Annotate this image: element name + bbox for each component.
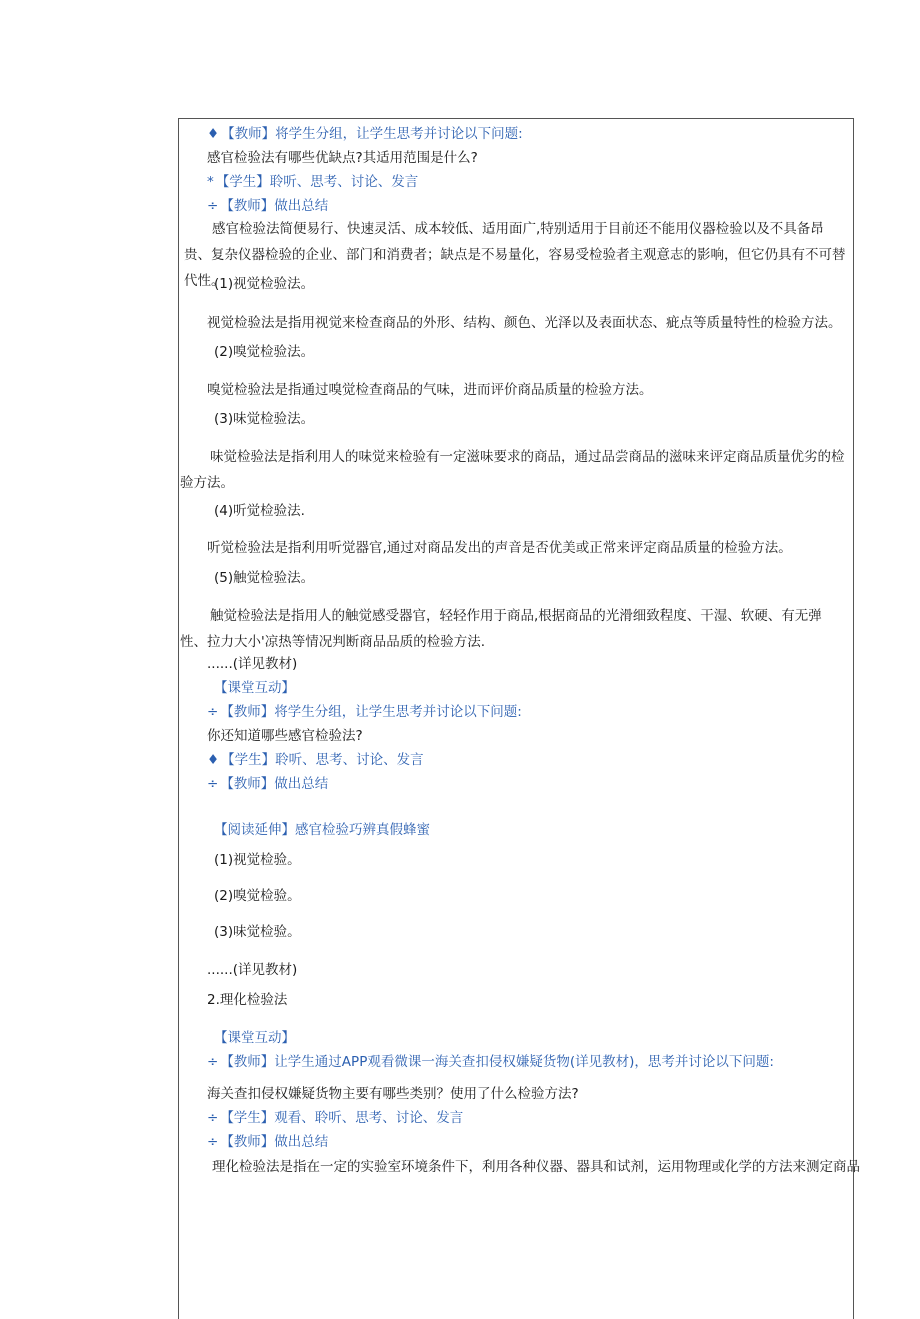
teacher-prompt-2: ÷ 【教师】将学生分组，让学生思考并讨论以下问题: [207, 704, 522, 720]
student-activity-3: ÷ 【学生】观看、聆听、思考、讨论、发言 [207, 1110, 464, 1126]
honey-visual-check: (1)视觉检验。 [214, 852, 301, 868]
question-2: 你还知道哪些感官检验法? [207, 728, 363, 744]
summary-paragraph: 感官检验法简便易行、快速灵活、成本较低、适用面广,特别适用于目前还不能用仪器检验以及不具备昂贵、复杂仪器检验的企业、部门和消费者；缺点是不易量化，容易受检验者主观意志的影响，但它仍具有不可替代性。 [184, 221, 846, 289]
classroom-interaction-2: 【课堂互动】 [214, 1030, 295, 1046]
teacher-summary-1: ÷ 【教师】做出总结 [207, 198, 329, 214]
classroom-interaction-1: 【课堂互动】 [214, 680, 295, 696]
question-3: 海关查扣侵权嫌疑货物主要有哪些类别？使用了什么检验方法? [207, 1086, 579, 1102]
honey-taste-check: (3)味觉检验。 [214, 924, 301, 940]
touch-method-desc: 触觉检验法是指用人的触觉感受器官，轻轻作用于商品,根据商品的光滑细致程度、干湿、软硬、有无弹性、拉力大小'凉热等情况判断商品品质的检验方法. [180, 608, 822, 650]
hearing-method-desc: 听觉检验法是指利用听觉器官,通过对商品发出的声音是否优美或正常来评定商品质量的检验方法。 [207, 540, 792, 556]
heading-smell-method: (2)嗅觉检验法。 [214, 344, 315, 360]
teacher-summary-2: ÷ 【教师】做出总结 [207, 776, 329, 792]
heading-hearing-method: (4)听觉检验法. [214, 503, 305, 519]
teacher-summary-3: ÷ 【教师】做出总结 [207, 1134, 329, 1150]
see-textbook-1: ......(详见教材) [207, 656, 298, 672]
reading-extension: 【阅读延伸】感官检验巧辨真假蜂蜜 [214, 822, 430, 838]
taste-method-desc: 味觉检验法是指利用人的味觉来检验有一定滋味要求的商品，通过品尝商品的滋味来评定商品质量优劣的检验方法。 [180, 449, 845, 491]
visual-method-desc: 视觉检验法是指用视觉来检查商品的外形、结构、颜色、光泽以及表面状态、疵点等质量特性的检验方法。 [207, 315, 842, 331]
section-physicochemical: 2.理化检验法 [207, 992, 288, 1008]
physicochemical-desc: 理化检验法是指在一定的实验室环境条件下，利用各种仪器、器具和试剂，运用物理或化学的方法来测定商品 [212, 1159, 860, 1175]
student-activity-2: ♦ 【学生】聆听、思考、讨论、发言 [207, 752, 424, 768]
question-1: 感官检验法有哪些优缺点?其适用范围是什么? [207, 150, 478, 166]
see-textbook-2: ......(详见教材) [207, 962, 298, 978]
teacher-prompt-1: ♦ 【教师】将学生分组，让学生思考并讨论以下问题: [207, 126, 523, 142]
heading-taste-method: (3)味觉检验法。 [214, 411, 315, 427]
heading-visual-method: (1)视觉检验法。 [214, 276, 315, 292]
honey-smell-check: (2)嗅觉检验。 [214, 888, 301, 904]
smell-method-desc: 嗅觉检验法是指通过嗅觉检查商品的气味，进而评价商品质量的检验方法。 [207, 382, 653, 398]
teacher-prompt-3: ÷ 【教师】让学生通过APP观看微课一海关查扣侵权嫌疑货物(详见教材)，思考并讨论以下问题: [207, 1054, 774, 1070]
heading-touch-method: (5)触觉检验法。 [214, 570, 315, 586]
student-activity-1: * 【学生】聆听、思考、讨论、发言 [207, 174, 419, 190]
